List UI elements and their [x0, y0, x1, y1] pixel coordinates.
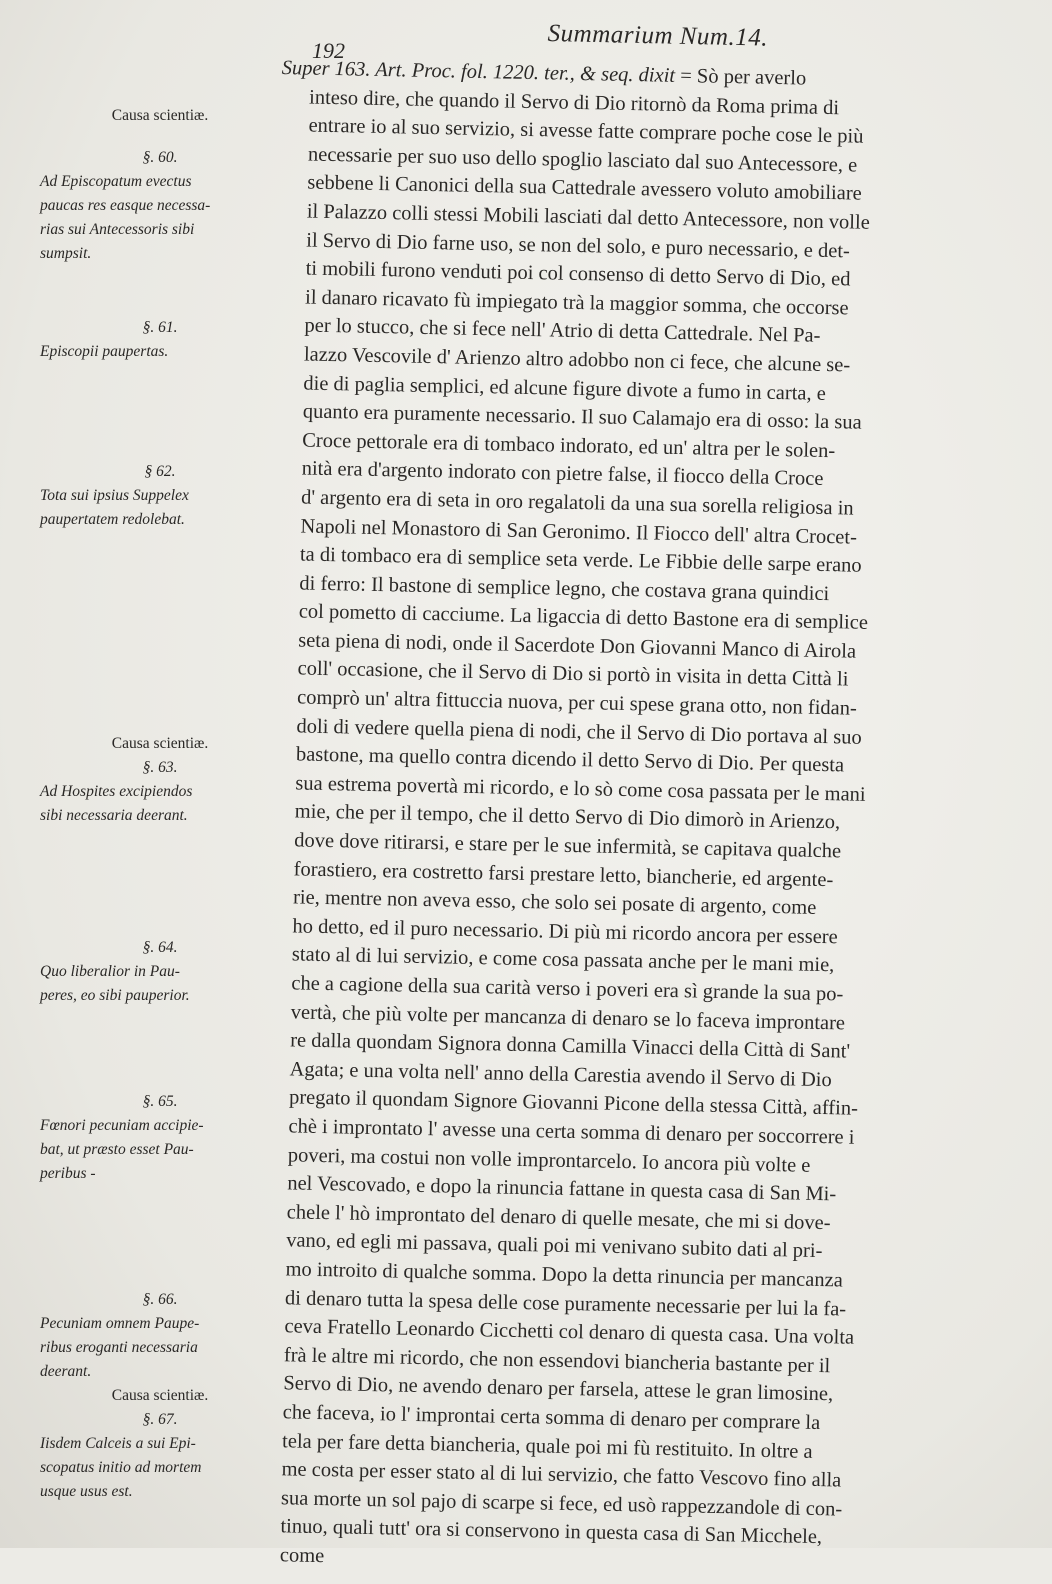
section-number: §. 67. — [142, 1411, 178, 1428]
margin-note — [40, 1288, 280, 1504]
main-text-line: Napoli nel Monastoro di San Geronimo. Il Fiocco dell' altra Crocet- — [300, 514, 858, 549]
margin-note-line: Episcopii paupertas. — [40, 343, 169, 360]
main-text-line: sua morte un sol pajo di scarpe si fece, ed usò rappezzandole di con- — [280, 1486, 843, 1521]
margin-note — [40, 1090, 280, 1186]
main-text-line: il Servo di Dio farne uso, se non del solo, e puro necessario, e det- — [306, 229, 851, 262]
margin-note — [40, 316, 280, 364]
main-text-line: stato al di lui servizio, e come cosa passata anche per le mani mie, — [291, 943, 835, 977]
margin-note-line: ribus eroganti necessaria — [40, 1339, 198, 1356]
main-text-line: pregato il quondam Signore Giovanni Picone della stessa Città, affin- — [288, 1086, 859, 1121]
main-text-line: mo introito di qualche somma. Dopo la detta rinuncia per mancanza — [285, 1258, 844, 1292]
main-text-line: chè i improntato l' avesse una certa somma di denaro per soccorrere i — [288, 1115, 855, 1149]
main-text-line: nel Vescovado, e dopo la rinuncia fattane in questa casa di San Mi- — [287, 1172, 837, 1206]
main-text-line: il Palazzo colli stessi Mobili lasciati dal detto Antecessore, non volle — [306, 200, 871, 234]
main-text-line: seta piena di nodi, onde il Sacerdote Don Giovanni Manco di Airola — [298, 629, 857, 663]
main-text-line: bastone, ma quello contra dicendo il detto Servo di Dio. Per questa — [295, 743, 845, 777]
margin-note — [40, 104, 280, 128]
main-text-line: mie, che per il tempo, che il detto Servo di Dio dimorò in Arienzo, — [294, 800, 841, 834]
section-number: §. 64. — [142, 939, 178, 956]
main-text-line: vano, ed egli mi passava, quali poi mi venivano subito dati al pri- — [285, 1229, 823, 1263]
running-title: Summarium Num.14. — [547, 20, 769, 52]
main-text-line: entrare io al suo servizio, si avesse fatte comprare poche cose le più — [308, 114, 864, 148]
margin-note — [40, 460, 280, 532]
main-text-line: che a cagione della sua carità verso i poveri era sì grande la sua po- — [291, 972, 844, 1006]
main-text-line: nità era d'argento indorato con pietre false, il fiocco della Croce — [301, 457, 824, 491]
main-text-line: che faceva, io l' improntai certa somma di denaro per comprare la — [282, 1401, 821, 1434]
main-text-line: d' argento era di seta in oro regalatoli da una sua sorella religiosa in — [300, 486, 854, 520]
main-text-line: quanto era puramente necessario. Il suo Calamajo era di osso: la sua — [302, 400, 862, 434]
main-text-line: forastiero, era costretto farsi prestare letto, biancherie, ed argente- — [293, 858, 834, 891]
margin-note-line: Tota sui ipsius Suppelex — [40, 487, 189, 504]
main-text-line: Servo di Dio, ne avendo denaro per farsela, attese le gran limosine, — [283, 1372, 834, 1406]
margin-note — [40, 146, 280, 266]
main-text-line: Agata; e una volta nell' anno della Carestia avendo il Servo di Dio — [289, 1058, 832, 1092]
main-text-line: Croce pettorale era di tombaco indorato, ed un' altra per le solen- — [302, 429, 836, 462]
main-text-line: coll' occasione, che il Servo di Dio si portò in visita in detta Città li — [297, 657, 849, 691]
testimony-opening: = Sò per averlo — [674, 64, 807, 90]
margin-note-line: Ad Hospites excipiendos — [40, 783, 193, 800]
margin-note-line: peribus - — [40, 1165, 96, 1182]
section-number: §. 63. — [142, 759, 178, 776]
main-text-line: sebbene li Canonici della sua Cattedrale avessero voluto amobiliare — [307, 171, 862, 206]
margin-note — [40, 732, 280, 828]
margin-note-line: paupertatem redolebat. — [40, 511, 185, 528]
main-text-line: tela per fare detta biancheria, quale poi mi fù restituito. In oltre a — [281, 1429, 813, 1463]
margin-note-line: bat, ut præsto esset Pau- — [40, 1141, 194, 1158]
main-text-line: frà le altre mi ricordo, che non essendovi biancheria bastante per il — [283, 1344, 831, 1377]
section-number: §. 61. — [142, 319, 178, 336]
main-text-line: doli di vedere quella piena di nodi, che il Servo di Dio portava al suo — [296, 715, 862, 749]
main-text-line: necessarie per suo uso dello spoglio lasciato dal suo Antecessore, e — [307, 143, 858, 177]
margin-note-line: Causa scientiæ. — [111, 735, 209, 752]
main-text-line: il danaro ricavato fù impiegato trà la maggior somma, che occorse — [304, 286, 849, 320]
main-text-line: die di paglia semplici, ed alcune figure divote a fumo in carta, e — [303, 372, 827, 405]
main-text-block — [252, 54, 1002, 1584]
margin-note-line: Pecuniam omnem Paupe- — [40, 1315, 200, 1332]
main-text-line: re dalla quondam Signora donna Camilla Vinacci della Città di Sant' — [289, 1029, 851, 1063]
margin-note-line: Iisdem Calceis a sui Epi- — [40, 1435, 196, 1452]
main-text-line: chele l' hò improntato del denaro di quelle mesate, che mi si dove- — [286, 1201, 831, 1234]
margin-note-line: sibi necessaria deerant. — [40, 807, 188, 824]
section-number: § 62. — [144, 463, 176, 480]
main-text-line: sua estrema povertà mi ricordo, e lo sò come cosa passata per le mani — [295, 772, 866, 806]
main-text-line: dove dove ritirarsi, e stare per le sue infermità, se capitava qualche — [293, 829, 842, 863]
main-text-line: di denaro tutta la spesa delle cose puramente necessarie per lui la fa- — [284, 1286, 847, 1321]
margin-note-line: Causa scientiæ. — [111, 1387, 209, 1404]
margin-note — [40, 936, 280, 1008]
main-text-line: comprò un' altra fittuccia nuova, per cui spese grana otto, non fidan- — [296, 686, 858, 720]
margin-note-line: Fœnori pecuniam accipie- — [40, 1117, 204, 1134]
margin-note-line: Causa scientiæ. — [111, 107, 209, 124]
margin-note-line: peres, eo sibi pauperior. — [40, 987, 190, 1004]
main-text-line: come — [279, 1544, 325, 1568]
section-number: §. 65. — [142, 1093, 178, 1110]
main-text-line: me costa per esser stato al di lui servizio, che fatto Vescovo fino alla — [281, 1458, 842, 1492]
margin-note-line: usque usus est. — [40, 1483, 133, 1500]
margin-note-line: Quo liberalior in Pau- — [40, 963, 180, 980]
page-number: 192 — [312, 38, 345, 63]
main-text-line: ho detto, ed il puro necessario. Di più mi ricordo ancora per essere — [292, 915, 838, 949]
main-text-line: lazzo Vescovile d' Arienzo altro adobbo non ci fece, che alcune se- — [303, 343, 851, 377]
margin-note-line: Ad Episcopatum evectus — [40, 173, 192, 190]
main-text-line: ta di tombaco era di semplice seta verde. Le Fibbie delle sarpe erano — [299, 543, 862, 577]
main-text-line: ceva Fratello Leonardo Cicchetti col denaro di questa casa. Una volta — [284, 1315, 855, 1349]
main-text-line: vertà, che più volte per mancanza di denaro se lo faceva improntare — [290, 1000, 846, 1035]
main-text-line: ti mobili furono venduti poi col consenso di detto Servo di Dio, ed — [305, 257, 851, 291]
section-number: §. 60. — [142, 149, 178, 166]
margin-note-line: sumpsit. — [40, 245, 92, 262]
margin-note-line: deerant. — [40, 1363, 92, 1380]
section-number: §. 66. — [142, 1291, 178, 1308]
main-text-line: tinuo, quali tutt' ora si conservono in questa casa di San Micchele, — [280, 1515, 823, 1549]
margin-note-line: scopatus initio ad mortem — [40, 1459, 202, 1476]
main-text-line: col pometto di cacciume. La ligaccia di detto Bastone era di semplice — [298, 600, 869, 635]
main-text-line: per lo stucco, che si fece nell' Atrio di detta Cattedrale. Nel Pa- — [304, 314, 821, 348]
margin-note-line: paucas res easque necessa- — [40, 197, 211, 214]
main-text-line: di ferro: Il bastone di semplice legno, che costava grana quindici — [299, 572, 830, 605]
main-text-line: inteso dire, che quando il Servo di Dio ritornò da Roma prima di — [308, 86, 840, 119]
testimony-reference: Super 163. Art. Proc. fol. 1220. ter., & seq. dixit — [281, 56, 676, 87]
main-text-line: poveri, ma costui non volle improntarcelo. Io ancora più volte e — [287, 1143, 811, 1177]
margin-note-line: rias sui Antecessoris sibi — [40, 221, 195, 238]
main-text-line: rie, mentre non aveva esso, che solo sei posate di argento, come — [292, 886, 817, 920]
